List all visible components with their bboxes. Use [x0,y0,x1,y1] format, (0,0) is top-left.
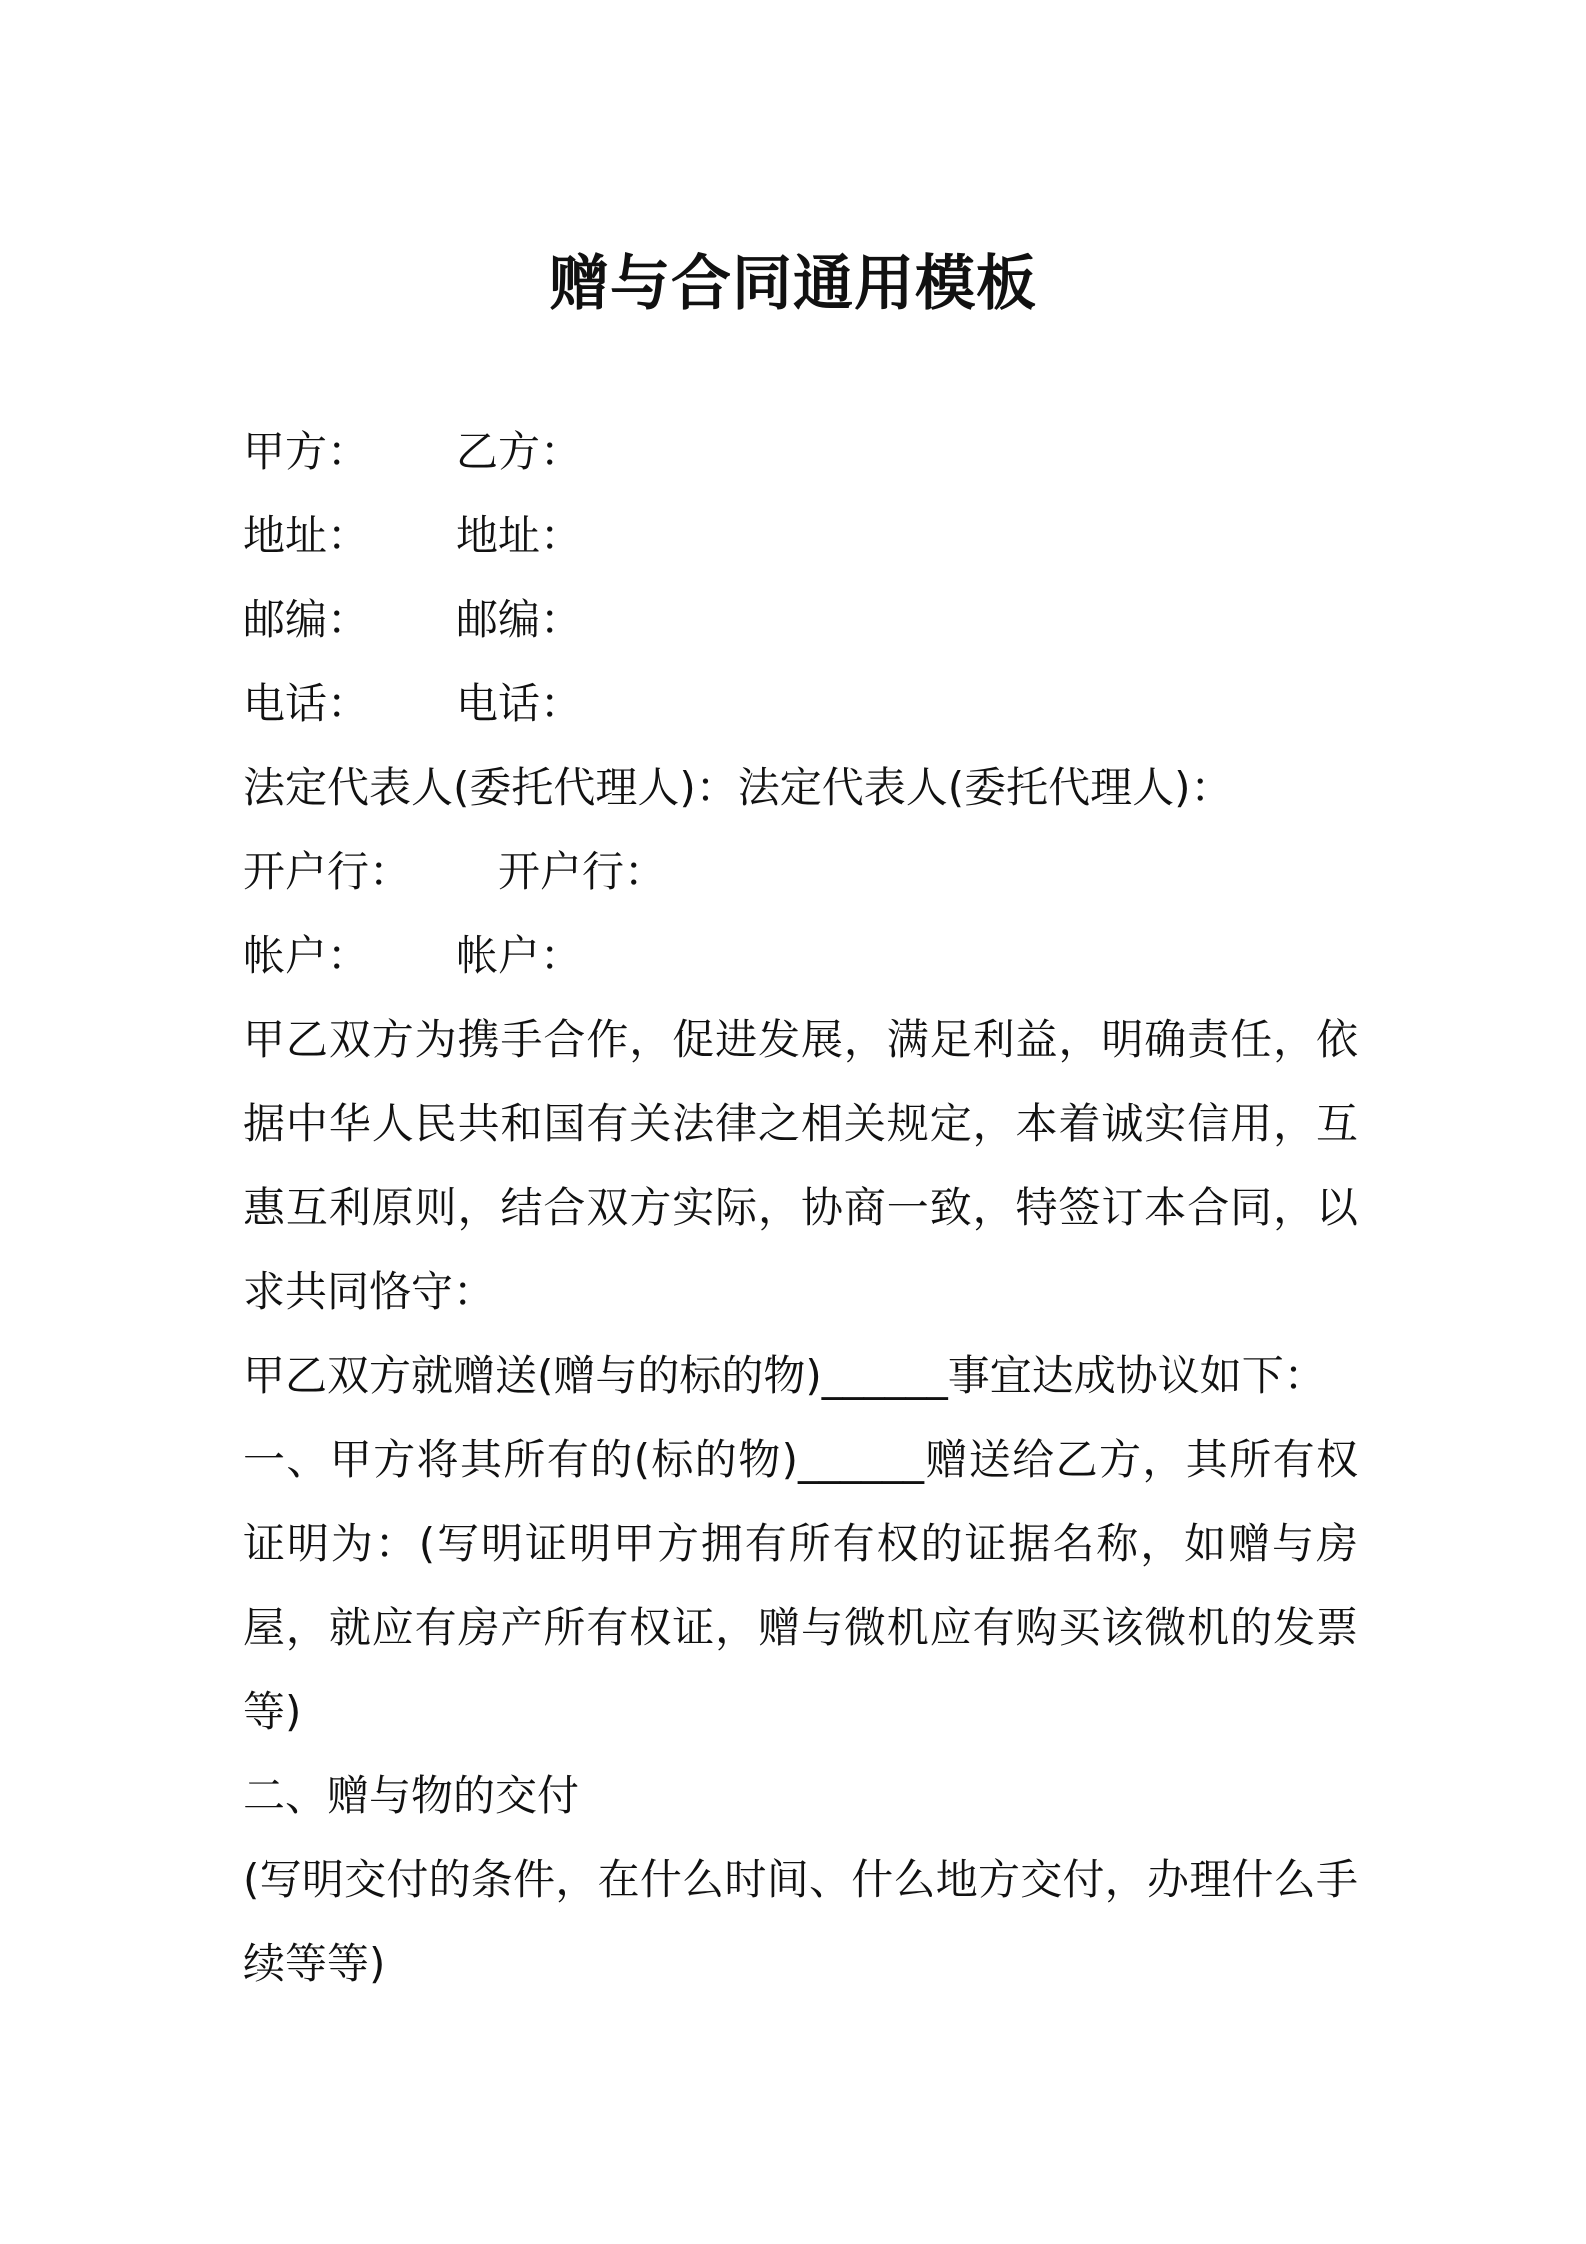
party-b-name-label: 乙方： [456,427,583,476]
party-a-bank-label: 开户行： [243,847,412,896]
clause-1-paragraph: 一、甲方将其所有的(标的物)______赠送给乙方，其所有权证明为：(写明证明甲方拥有所有权的证据名称，如赠与房屋，就应有房产所有权证，赠与微机应有购买该微机的发票等) [243,1435,1358,1736]
party-b-bank-label: 开户行： [498,847,667,896]
party-phone-row [243,662,1358,746]
account-row [243,914,1358,998]
document-body [243,410,1358,2006]
party-a-name-label: 甲方： [243,427,370,476]
party-a-account-label: 帐户： [243,931,370,980]
party-address-row [243,494,1358,578]
bank-row [243,830,1358,914]
party-b-address-label: 地址： [456,511,583,560]
party-a-address-label: 地址： [243,511,370,560]
party-a-postcode-label: 邮编： [243,595,370,644]
representative-row: 法定代表人(委托代理人)：法定代表人(委托代理人)： [243,763,1233,812]
party-b-account-label: 帐户： [456,931,583,980]
party-postcode-row [243,578,1358,662]
document-title: 赠与合同通用模板 [549,249,1037,319]
subject-line: 甲乙双方就赠送(赠与的标的物)______事宜达成协议如下： [243,1351,1326,1400]
preamble-paragraph: 甲乙双方为携手合作，促进发展，满足利益，明确责任，依据中华人民共和国有关法律之相关规定，本着诚实信用，互惠互利原则，结合双方实际，协商一致，特签订本合同，以求共同恪守： [243,1015,1358,1316]
party-name-row [243,410,1358,494]
party-b-postcode-label: 邮编： [456,595,583,644]
party-b-phone-label: 电话： [456,679,583,728]
clause-2-heading: 二、赠与物的交付 [243,1771,580,1820]
clause-2-paragraph: (写明交付的条件，在什么时间、什么地方交付，办理什么手续等等) [243,1855,1358,1988]
party-a-phone-label: 电话： [243,679,370,728]
